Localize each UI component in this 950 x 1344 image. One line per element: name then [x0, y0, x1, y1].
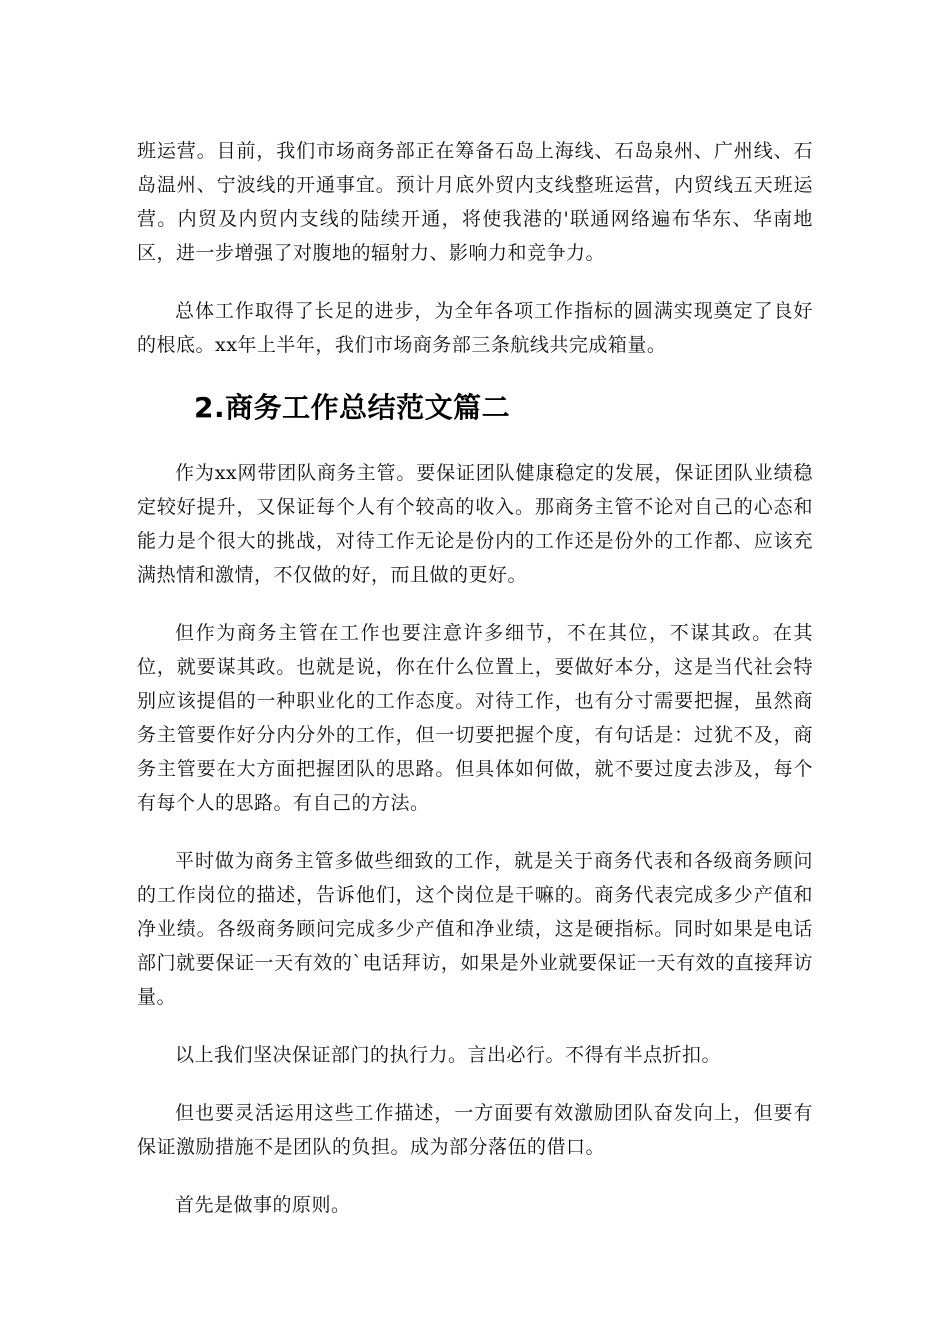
paragraph-route-operations: 班运营。目前，我们市场商务部正在筹备石岛上海线、石岛泉州、广州线、石岛温州、宁波线的开通事宜。预计月底外贸内支线整班运营，内贸线五天班运营。内贸及内贸内支线的陆续开通，将使我港的'联通网络遍布华东、华南地区，进一步增强了对腹地的辐射力、影响力和竞争力。: [137, 140, 813, 264]
paragraph-overall-progress: 总体工作取得了长足的进步，为全年各项工作指标的圆满实现奠定了良好的根底。xx年上半年，我们市场商务部三条航线共完成箱量。: [137, 300, 813, 356]
section-heading: 2.商务工作总结范文篇二: [194, 391, 511, 424]
paragraph-role-intro: 作为xx网带团队商务主管。要保证团队健康稳定的发展，保证团队业绩稳定较好提升，又保证每个人有个较高的收入。那商务主管不论对自己的心态和能力是个很大的挑战，对待工作无论是份内的工作还是份外的工作都、应该充满热情和激情，不仅做的好，而且做的更好。: [137, 462, 813, 586]
paragraph-principles: 首先是做事的原则。: [175, 1194, 351, 1216]
paragraph-flexibility: 但也要灵活运用这些工作描述，一方面要有效激励团队奋发向上，但要有保证激励措施不是团队的负担。成为部分落伍的借口。: [137, 1102, 813, 1158]
paragraph-details: 但作为商务主管在工作也要注意许多细节，不在其位，不谋其政。在其位，就要谋其政。也就是说，你在什么位置上，要做好本分，这是当代社会特别应该提倡的一种职业化的工作态度。对待工作，也有分寸需要把握，虽然商务主管要作好分内分外的工作，但一切要把握个度，有句话是：过犹不及，商务主管要在大方面把握团队的思路。但具体如何做，就不要过度去涉及，每个有每个人的思路。有自己的方法。: [137, 622, 813, 814]
document-body: [137, 134, 813, 1246]
paragraph-execution: 以上我们坚决保证部门的执行力。言出必行。不得有半点折扣。: [175, 1044, 722, 1066]
paragraph-job-description: 平时做为商务主管多做些细致的工作，就是关于商务代表和各级商务顾问的工作岗位的描述，告诉他们，这个岗位是干嘛的。商务代表完成多少产值和净业绩。各级商务顾问完成多少产值和净业绩，这是硬指标。同时如果是电话部门就要保证一天有效的`电话拜访，如果是外业就要保证一天有效的直接拜访量。: [137, 850, 813, 1008]
